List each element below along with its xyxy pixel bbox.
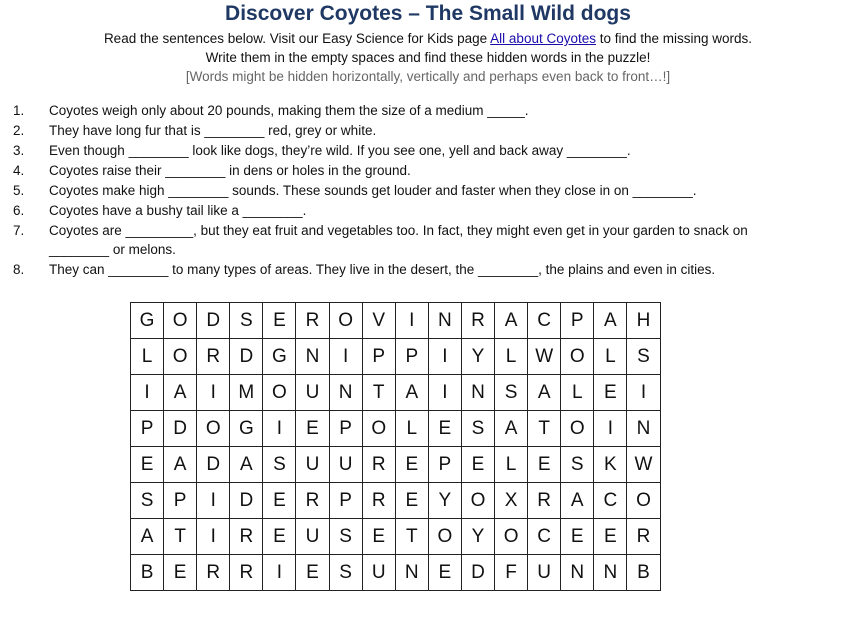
grid-cell[interactable]: I: [428, 339, 461, 375]
grid-cell[interactable]: U: [296, 375, 329, 411]
grid-cell[interactable]: L: [495, 339, 528, 375]
grid-cell[interactable]: L: [395, 411, 428, 447]
question-text-continued: ________ or melons.: [49, 242, 176, 257]
grid-cell[interactable]: U: [528, 555, 561, 591]
grid-cell[interactable]: P: [395, 339, 428, 375]
grid-cell[interactable]: U: [296, 447, 329, 483]
grid-cell[interactable]: E: [296, 411, 329, 447]
grid-cell[interactable]: S: [561, 447, 594, 483]
grid-cell[interactable]: P: [329, 411, 362, 447]
grid-cell[interactable]: A: [495, 411, 528, 447]
grid-cell[interactable]: E: [594, 519, 627, 555]
grid-cell[interactable]: S: [263, 447, 296, 483]
grid-cell[interactable]: I: [594, 411, 627, 447]
grid-cell[interactable]: E: [263, 483, 296, 519]
grid-cell[interactable]: Y: [461, 519, 494, 555]
grid-cell[interactable]: G: [263, 339, 296, 375]
question-number: 8.: [13, 262, 25, 277]
grid-cell[interactable]: R: [461, 303, 494, 339]
grid-cell[interactable]: D: [197, 447, 230, 483]
grid-cell[interactable]: I: [263, 555, 296, 591]
instructions-hint: [Words might be hidden horizontally, vertically and perhaps even back to front…!]: [185, 69, 671, 84]
grid-row: [131, 339, 661, 375]
grid-cell[interactable]: A: [561, 483, 594, 519]
grid-cell[interactable]: N: [296, 339, 329, 375]
grid-cell[interactable]: P: [362, 339, 395, 375]
grid-row: [131, 519, 661, 555]
grid-cell[interactable]: I: [197, 375, 230, 411]
grid-row: [131, 483, 661, 519]
grid-cell[interactable]: W: [528, 339, 561, 375]
grid-cell[interactable]: W: [627, 447, 660, 483]
grid-cell[interactable]: N: [461, 375, 494, 411]
grid-cell[interactable]: Y: [461, 339, 494, 375]
grid-row: [131, 303, 661, 339]
instructions-line-2: Write them in the empty spaces and find these hidden words in the puzzle!: [205, 50, 651, 65]
grid-cell[interactable]: E: [461, 447, 494, 483]
grid-row: [131, 555, 661, 591]
grid-cell[interactable]: S: [329, 555, 362, 591]
grid-cell[interactable]: O: [164, 303, 197, 339]
grid-cell[interactable]: L: [495, 447, 528, 483]
question-text: Coyotes weigh only about 20 pounds, making them the size of a medium _____.: [49, 103, 529, 118]
grid-cell[interactable]: B: [131, 555, 164, 591]
grid-row: [131, 375, 661, 411]
grid-cell[interactable]: O: [164, 339, 197, 375]
grid-cell[interactable]: O: [197, 411, 230, 447]
grid-cell[interactable]: L: [131, 339, 164, 375]
grid-cell[interactable]: S: [329, 519, 362, 555]
grid-cell[interactable]: A: [495, 303, 528, 339]
question-number: 6.: [13, 203, 25, 218]
grid-cell[interactable]: N: [627, 411, 660, 447]
grid-cell[interactable]: D: [197, 303, 230, 339]
grid-cell[interactable]: E: [528, 447, 561, 483]
question-number: 7.: [13, 223, 25, 238]
grid-cell[interactable]: R: [362, 483, 395, 519]
grid-cell[interactable]: R: [296, 303, 329, 339]
grid-cell[interactable]: N: [428, 303, 461, 339]
grid-cell[interactable]: S: [627, 339, 660, 375]
grid-cell[interactable]: O: [263, 375, 296, 411]
grid-row: [131, 411, 661, 447]
question-number: 1.: [13, 103, 25, 118]
question-text: They have long fur that is ________ red, grey or white.: [49, 123, 377, 138]
grid-cell[interactable]: O: [627, 483, 660, 519]
grid-cell[interactable]: N: [395, 555, 428, 591]
grid-cell[interactable]: D: [230, 339, 263, 375]
grid-cell[interactable]: H: [627, 303, 660, 339]
grid-cell[interactable]: B: [627, 555, 660, 591]
grid-cell[interactable]: P: [131, 411, 164, 447]
question-number: 4.: [13, 163, 25, 178]
grid-cell[interactable]: E: [362, 519, 395, 555]
grid-cell[interactable]: I: [197, 519, 230, 555]
grid-cell[interactable]: I: [627, 375, 660, 411]
grid-cell[interactable]: E: [395, 483, 428, 519]
grid-cell[interactable]: R: [528, 483, 561, 519]
grid-cell[interactable]: I: [131, 375, 164, 411]
grid-cell[interactable]: U: [329, 447, 362, 483]
grid-cell[interactable]: N: [561, 555, 594, 591]
grid-cell[interactable]: T: [528, 411, 561, 447]
grid-cell[interactable]: X: [495, 483, 528, 519]
question-text: They can ________ to many types of areas. They live in the desert, the ________, the plains and even in cities.: [49, 262, 716, 277]
grid-cell[interactable]: C: [528, 303, 561, 339]
grid-cell[interactable]: G: [131, 303, 164, 339]
grid-cell[interactable]: S: [495, 375, 528, 411]
grid-cell[interactable]: P: [164, 483, 197, 519]
grid-row: [131, 447, 661, 483]
grid-cell[interactable]: L: [594, 339, 627, 375]
instructions-line-1: [0, 31, 856, 46]
grid-cell[interactable]: T: [164, 519, 197, 555]
grid-cell[interactable]: N: [329, 375, 362, 411]
grid-cell[interactable]: E: [395, 447, 428, 483]
grid-cell[interactable]: L: [561, 375, 594, 411]
grid-cell[interactable]: A: [164, 447, 197, 483]
question-text: Even though ________ look like dogs, they’re wild. If you see one, yell and back away ________.: [49, 143, 631, 158]
grid-cell[interactable]: R: [197, 555, 230, 591]
grid-cell[interactable]: S: [230, 303, 263, 339]
word-search-grid: [130, 302, 661, 591]
all-about-coyotes-link[interactable]: All about Coyotes: [490, 31, 596, 46]
instructions-text-end: to find the missing words.: [595, 31, 753, 46]
grid-cell[interactable]: E: [428, 411, 461, 447]
question-number: 2.: [13, 123, 25, 138]
grid-cell[interactable]: P: [329, 483, 362, 519]
grid-cell[interactable]: E: [296, 555, 329, 591]
grid-cell[interactable]: O: [428, 519, 461, 555]
grid-cell[interactable]: A: [230, 447, 263, 483]
grid-cell[interactable]: R: [296, 483, 329, 519]
grid-cell[interactable]: V: [362, 303, 395, 339]
grid-cell[interactable]: R: [230, 555, 263, 591]
grid-cell[interactable]: K: [594, 447, 627, 483]
question-text: Coyotes make high ________ sounds. These sounds get louder and faster when they close in on ________.: [49, 183, 697, 198]
grid-cell[interactable]: A: [528, 375, 561, 411]
grid-cell[interactable]: D: [164, 411, 197, 447]
grid-cell[interactable]: C: [528, 519, 561, 555]
grid-cell[interactable]: I: [329, 339, 362, 375]
grid-cell[interactable]: U: [362, 555, 395, 591]
grid-cell[interactable]: S: [461, 411, 494, 447]
grid-cell[interactable]: S: [131, 483, 164, 519]
grid-cell[interactable]: E: [561, 519, 594, 555]
grid-cell[interactable]: R: [230, 519, 263, 555]
grid-cell[interactable]: O: [561, 339, 594, 375]
grid-cell[interactable]: F: [495, 555, 528, 591]
grid-cell[interactable]: T: [362, 375, 395, 411]
grid-cell[interactable]: R: [197, 339, 230, 375]
grid-cell[interactable]: Y: [428, 483, 461, 519]
question-text: Coyotes have a bushy tail like a ________.: [49, 203, 307, 218]
grid-cell[interactable]: O: [461, 483, 494, 519]
grid-cell[interactable]: A: [164, 375, 197, 411]
question-text: Coyotes are _________, but they eat fruit and vegetables too. In fact, they might even get in your garden to snack on: [49, 223, 748, 238]
grid-cell[interactable]: D: [230, 483, 263, 519]
grid-cell[interactable]: I: [263, 411, 296, 447]
grid-cell[interactable]: E: [131, 447, 164, 483]
grid-cell[interactable]: P: [561, 303, 594, 339]
instructions-text: Read the sentences below. Visit our Easy Science for Kids page: [103, 31, 491, 46]
grid-cell[interactable]: G: [230, 411, 263, 447]
grid-cell[interactable]: E: [263, 519, 296, 555]
grid-cell[interactable]: P: [428, 447, 461, 483]
grid-cell[interactable]: E: [428, 555, 461, 591]
question-number: 3.: [13, 143, 25, 158]
grid-cell[interactable]: A: [594, 303, 627, 339]
grid-cell[interactable]: T: [395, 519, 428, 555]
grid-cell[interactable]: N: [594, 555, 627, 591]
grid-cell[interactable]: U: [296, 519, 329, 555]
worksheet-title: Discover Coyotes – The Small Wild dogs: [225, 2, 631, 25]
question-number: 5.: [13, 183, 25, 198]
grid-cell[interactable]: A: [131, 519, 164, 555]
grid-cell[interactable]: M: [230, 375, 263, 411]
grid-cell[interactable]: C: [594, 483, 627, 519]
grid-cell[interactable]: D: [461, 555, 494, 591]
grid-cell[interactable]: I: [395, 303, 428, 339]
grid-cell[interactable]: R: [627, 519, 660, 555]
grid-cell[interactable]: I: [197, 483, 230, 519]
grid-cell[interactable]: O: [329, 303, 362, 339]
grid-cell[interactable]: E: [594, 375, 627, 411]
grid-cell[interactable]: I: [428, 375, 461, 411]
grid-cell[interactable]: R: [362, 447, 395, 483]
grid-cell[interactable]: E: [263, 303, 296, 339]
grid-cell[interactable]: A: [395, 375, 428, 411]
grid-cell[interactable]: O: [362, 411, 395, 447]
grid-cell[interactable]: O: [561, 411, 594, 447]
grid-cell[interactable]: E: [164, 555, 197, 591]
grid-cell[interactable]: O: [495, 519, 528, 555]
question-text: Coyotes raise their ________ in dens or holes in the ground.: [49, 163, 411, 178]
